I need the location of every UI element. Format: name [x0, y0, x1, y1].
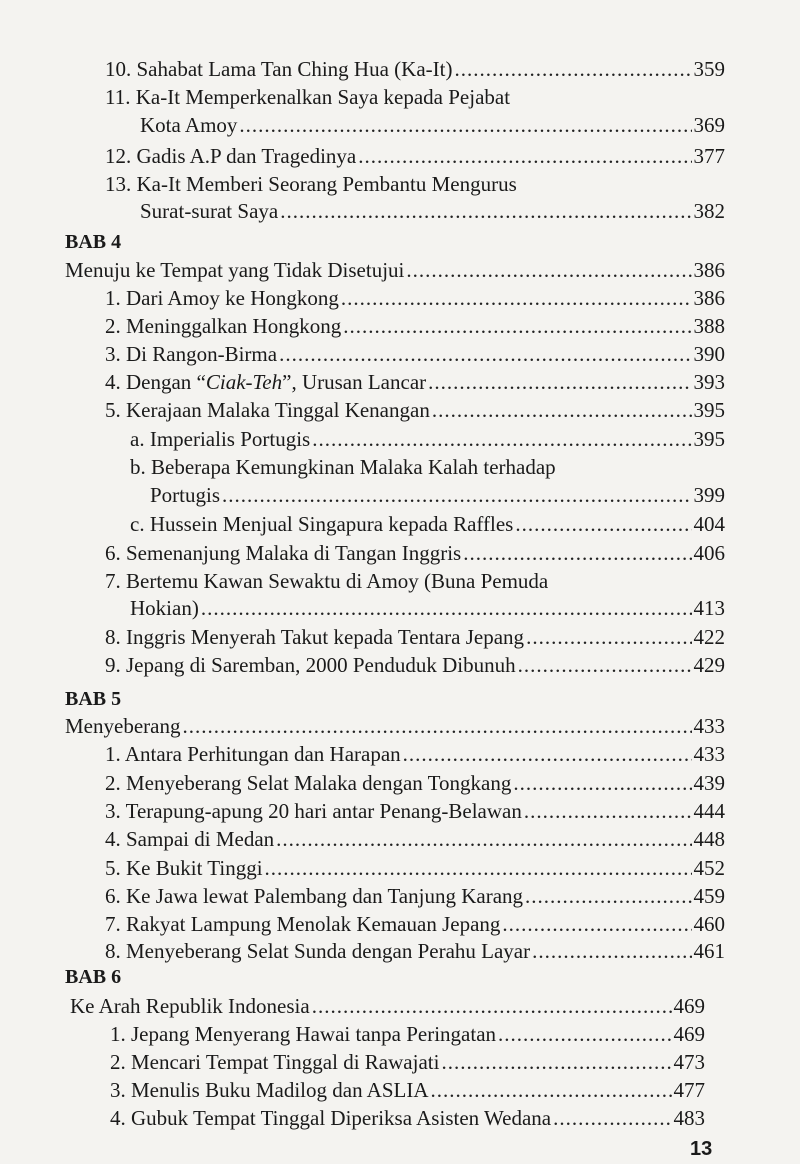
toc-entry-page: 388: [693, 314, 725, 338]
toc-entry: [140, 198, 725, 224]
toc-entry-page: 377: [693, 144, 725, 168]
toc-entry-page: 422: [693, 625, 725, 649]
toc-entry: [110, 1077, 705, 1103]
chapter-title: Menuju ke Tempat yang Tidak Disetujui: [65, 258, 405, 282]
toc-entry: [105, 770, 725, 796]
toc-entry-label: Hokian): [130, 596, 199, 620]
dot-leader: [524, 798, 692, 824]
dot-leader: [312, 426, 691, 452]
toc-entry-label: a. Imperialis Portugis: [130, 427, 311, 451]
toc-entry-label: Portugis: [150, 483, 221, 507]
dot-leader: [454, 56, 691, 82]
toc-entry-label: 2. Meninggalkan Hongkong: [105, 314, 342, 338]
toc-entry-label: 10. Sahabat Lama Tan Ching Hua (Ka-It): [105, 57, 453, 81]
toc-entry-page: 433: [693, 742, 725, 766]
toc-entry: [130, 595, 725, 621]
toc-entry: [105, 938, 725, 964]
dot-leader: [515, 511, 691, 537]
page-number: 13: [690, 1138, 713, 1160]
toc-entry-page: 483: [673, 1106, 705, 1130]
dot-leader: [358, 143, 691, 169]
toc-entry: [105, 798, 725, 824]
toc-entry-label: 3. Di Rangon-Birma: [105, 342, 278, 366]
toc-entry: [105, 143, 725, 169]
label-italic: Ciak-Teh: [205, 370, 283, 394]
toc-entry: [105, 313, 725, 339]
chapter-title-entry: [65, 257, 725, 283]
toc-entry: [105, 624, 725, 650]
toc-entry-label: 8. Inggris Menyerah Takut kepada Tentara Jepang: [105, 625, 525, 649]
toc-entry: [105, 652, 725, 678]
toc-entry-page: 444: [693, 799, 725, 823]
toc-entry: [105, 911, 725, 937]
dot-leader: [526, 624, 691, 650]
toc-entry: [105, 826, 725, 852]
toc-entry-label: 5. Ke Bukit Tinggi: [105, 856, 263, 880]
toc-entry: [105, 397, 725, 423]
dot-leader: [518, 652, 692, 678]
toc-entry-page: 461: [693, 939, 725, 963]
dot-leader: [498, 1021, 671, 1047]
dot-leader: [431, 1077, 672, 1103]
toc-entry-page: 404: [693, 512, 725, 536]
toc-entry: [105, 741, 725, 767]
toc-entry: [110, 1049, 705, 1075]
dot-leader: [239, 112, 691, 138]
dot-leader: [406, 257, 691, 283]
chapter-title-page: 469: [673, 994, 705, 1018]
dot-leader: [312, 993, 672, 1019]
dot-leader: [463, 540, 691, 566]
toc-entry-page: 399: [693, 483, 725, 507]
dot-leader: [182, 713, 691, 739]
toc-entry-page: 395: [693, 398, 725, 422]
toc-entry-label-line1: b. Beberapa Kemungkinan Malaka Kalah terhadap: [130, 455, 556, 479]
toc-entry: [105, 883, 725, 909]
toc-subentry: [150, 482, 725, 508]
dot-leader: [276, 826, 691, 852]
chapter-title-entry: [65, 713, 725, 739]
toc-entry-page: 460: [693, 912, 725, 936]
toc-entry-page: 406: [693, 541, 725, 565]
toc-entry-label-line1: 13. Ka-It Memberi Seorang Pembantu Mengurus: [105, 172, 517, 196]
dot-leader: [432, 397, 692, 423]
toc-entry: [105, 540, 725, 566]
toc-entry-label: 1. Antara Perhitungan dan Harapan: [105, 742, 401, 766]
dot-leader: [441, 1049, 671, 1075]
toc-entry-label-line1: 7. Bertemu Kawan Sewaktu di Amoy (Buna Pemuda: [105, 569, 549, 593]
toc-entry-page: 448: [693, 827, 725, 851]
toc-entry-page: 386: [693, 286, 725, 310]
chapter-title: Menyeberang: [65, 714, 181, 738]
toc-entry-label: Kota Amoy: [140, 113, 238, 137]
dot-leader: [553, 1105, 671, 1131]
dot-leader: [525, 883, 691, 909]
toc-entry-label: 8. Menyeberang Selat Sunda dengan Perahu Layar: [105, 939, 531, 963]
chapter-title: Ke Arah Republik Indonesia: [70, 994, 310, 1018]
chapter-heading: BAB 5: [65, 688, 122, 710]
chapter-heading: BAB 6: [65, 966, 122, 988]
chapter-title-page: 433: [693, 714, 725, 738]
toc-entry-label: 9. Jepang di Saremban, 2000 Penduduk Dibunuh: [105, 653, 516, 677]
toc-entry-page: 429: [693, 653, 725, 677]
toc-entry-label: [105, 369, 426, 395]
toc-entry: [140, 112, 725, 138]
toc-entry: [110, 1021, 705, 1047]
toc-entry-label: 3. Terapung-apung 20 hari antar Penang-Belawan: [105, 799, 522, 823]
toc-entry-label: 4. Sampai di Medan: [105, 827, 275, 851]
toc-subentry: [130, 511, 725, 537]
dot-leader: [502, 911, 691, 937]
toc-entry-page: 359: [693, 57, 725, 81]
toc-entry-page: 477: [673, 1078, 705, 1102]
toc-entry-label: 6. Semenanjung Malaka di Tangan Inggris: [105, 541, 462, 565]
toc-entry-label: c. Hussein Menjual Singapura kepada Raffles: [130, 512, 514, 536]
toc-entry-page: 473: [673, 1050, 705, 1074]
toc-entry-page: 382: [693, 199, 725, 223]
toc-entry-page: 469: [673, 1022, 705, 1046]
toc-entry-page: 439: [693, 771, 725, 795]
toc-entry-label: 4. Gubuk Tempat Tinggal Diperiksa Asisten Wedana: [110, 1106, 552, 1130]
toc-entry-label: 2. Mencari Tempat Tinggal di Rawajati: [110, 1050, 440, 1074]
toc-entry-label: 5. Kerajaan Malaka Tinggal Kenangan: [105, 398, 430, 422]
toc-entry-label: Surat-surat Saya: [140, 199, 279, 223]
chapter-heading: BAB 4: [65, 231, 122, 253]
toc-entry-page: 413: [693, 596, 725, 620]
toc-entry-label: 2. Menyeberang Selat Malaka dengan Tongkang: [105, 771, 512, 795]
toc-entry: [105, 369, 725, 395]
toc-entry-label: 7. Rakyat Lampung Menolak Kemauan Jepang: [105, 912, 501, 936]
toc-entry-label: 1. Jepang Menyerang Hawai tanpa Peringatan: [110, 1022, 497, 1046]
dot-leader: [428, 369, 691, 395]
dot-leader: [343, 313, 691, 339]
dot-leader: [265, 855, 692, 881]
toc-entry-label: 6. Ke Jawa lewat Palembang dan Tanjung Karang: [105, 884, 524, 908]
label-pre: 4. Dengan “: [105, 370, 206, 394]
dot-leader: [341, 285, 692, 311]
chapter-title-page: 386: [693, 258, 725, 282]
dot-leader: [513, 770, 691, 796]
chapter-title-entry: [70, 993, 705, 1019]
toc-entry: [105, 285, 725, 311]
toc-entry: [110, 1105, 705, 1131]
toc-entry: [105, 341, 725, 367]
toc-entry-page: 390: [693, 342, 725, 366]
toc-subentry: [130, 426, 725, 452]
toc-entry: [105, 56, 725, 82]
dot-leader: [279, 341, 691, 367]
toc-entry-label: 12. Gadis A.P dan Tragedinya: [105, 144, 357, 168]
dot-leader: [280, 198, 691, 224]
dot-leader: [222, 482, 691, 508]
toc-entry: [105, 855, 725, 881]
toc-entry-label: 1. Dari Amoy ke Hongkong: [105, 286, 339, 310]
toc-entry-page: 393: [693, 370, 725, 394]
toc-entry-page: 452: [693, 856, 725, 880]
toc-entry-label-line1: 11. Ka-It Memperkenalkan Saya kepada Pejabat: [105, 85, 511, 109]
toc-entry-label: 3. Menulis Buku Madilog dan ASLIA: [110, 1078, 429, 1102]
toc-entry-page: 395: [693, 427, 725, 451]
dot-leader: [532, 938, 691, 964]
dot-leader: [403, 741, 692, 767]
dot-leader: [201, 595, 692, 621]
toc-entry-page: 459: [693, 884, 725, 908]
label-post: ”, Urusan Lancar: [282, 370, 427, 394]
toc-entry-page: 369: [693, 113, 725, 137]
